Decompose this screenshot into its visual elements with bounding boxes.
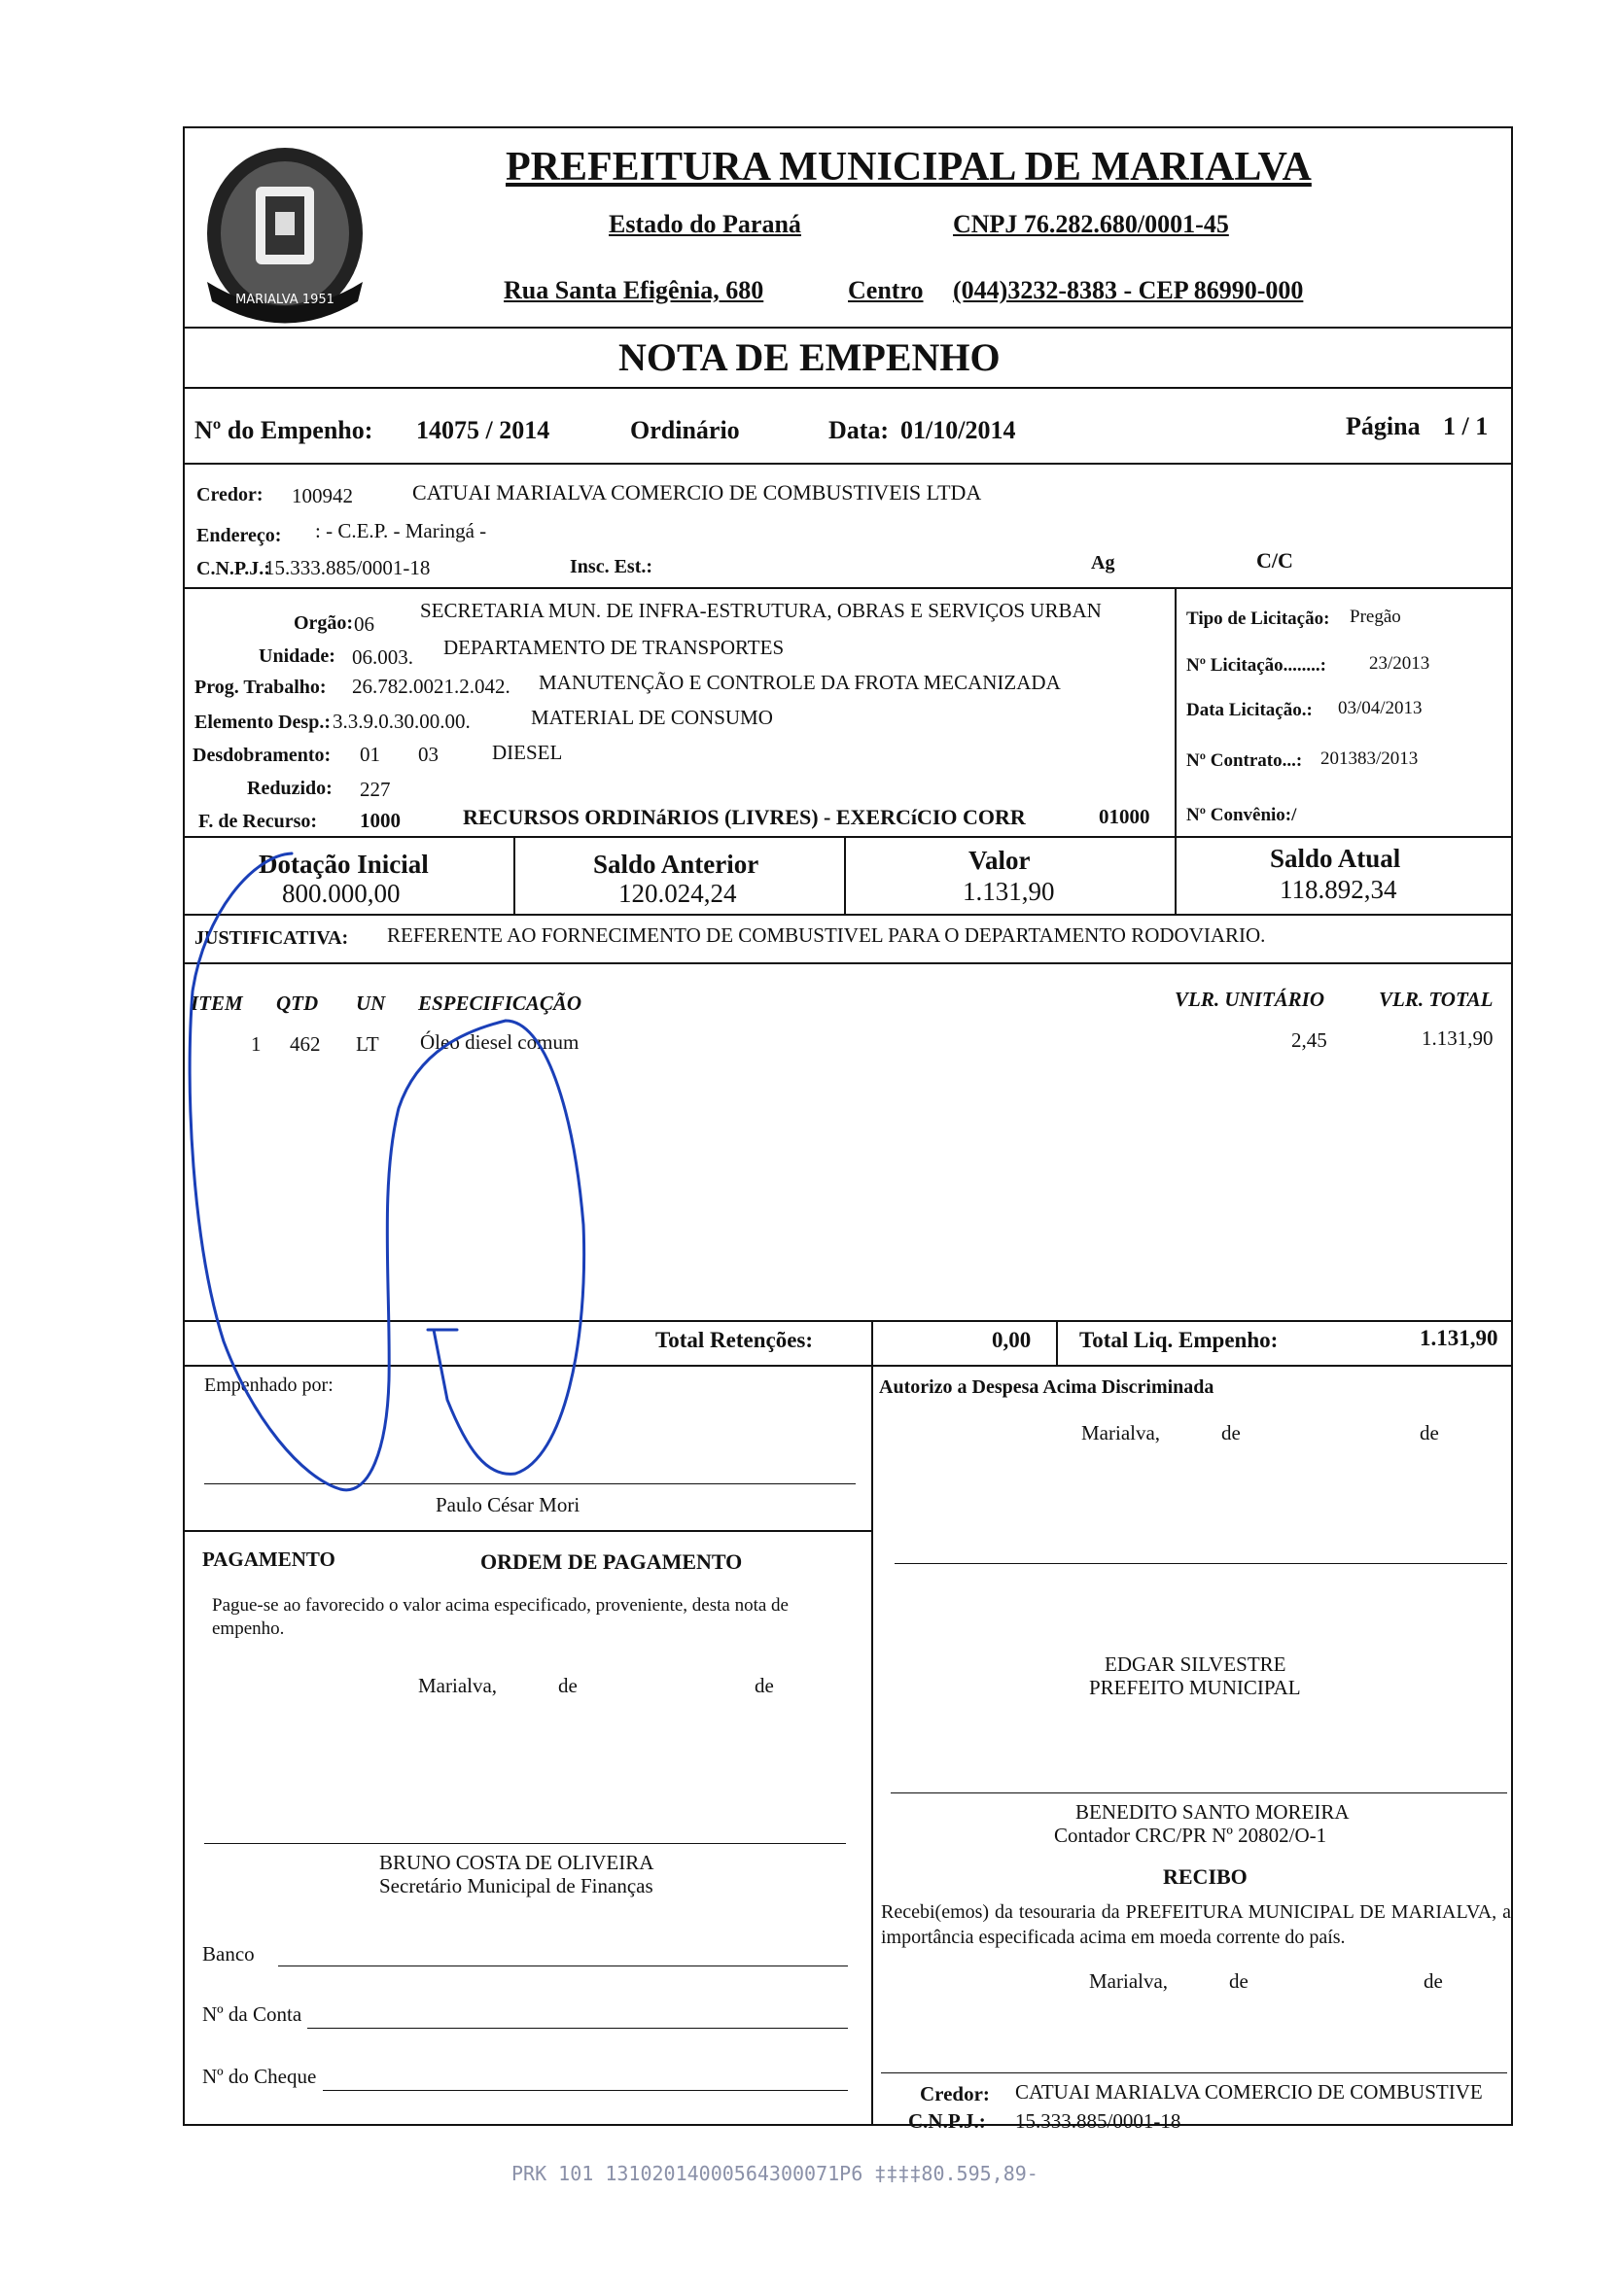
autorizo-de-2: de [1420, 1421, 1439, 1444]
secretario-title: Secretário Municipal de Finanças [379, 1874, 653, 1897]
retencoes-label: Total Retenções: [655, 1328, 814, 1352]
district-label: Centro [848, 276, 924, 304]
address-field-label: Endereço: [196, 525, 282, 546]
reduzido-label: Reduzido: [247, 778, 333, 799]
row-item: 1 [251, 1032, 262, 1056]
credor-code: 100942 [292, 484, 353, 507]
orgao-label: Orgão: [294, 612, 354, 634]
autorizo-label: Autorizo a Despesa Acima Discriminada [879, 1376, 1214, 1398]
cnpj-field-label: C.N.P.J.: [196, 558, 270, 579]
empenho-date: 01/10/2014 [900, 416, 1016, 444]
recurso-num: 01000 [1099, 805, 1150, 828]
pagamento-place: Marialva, [418, 1674, 498, 1697]
unidade-label: Unidade: [259, 645, 335, 667]
pagamento-de-2: de [755, 1674, 774, 1697]
banco-label: Banco [202, 1942, 255, 1966]
credor-name: CATUAI MARIALVA COMERCIO DE COMBUSTIVEIS LTDA [412, 480, 982, 504]
liquido-label: Total Liq. Empenho: [1079, 1328, 1279, 1352]
recibo-cnpj: 15.333.885/0001-18 [1015, 2109, 1181, 2133]
recibo-text: Recebi(emos) da tesouraria da PREFEITURA MUNICIPAL DE MARIALVA, a importância especificada acima em moeda corrente do país. [881, 1901, 1511, 1948]
autorizo-de-1: de [1221, 1421, 1241, 1444]
ag-label: Ag [1091, 552, 1115, 574]
recurso-code: 1000 [360, 809, 401, 832]
liquido-value: 1.131,90 [1420, 1326, 1498, 1350]
desdobramento-name: DIESEL [492, 741, 563, 764]
empenho-date-label: Data: [828, 416, 890, 444]
desdobramento-b: 03 [418, 743, 439, 766]
svg-text:MARIALVA 1951: MARIALVA 1951 [235, 293, 334, 307]
empenho-number-label: Nº do Empenho: [194, 416, 373, 444]
recibo-cnpj-label: C.N.P.J.: [908, 2109, 986, 2133]
col-qtd: QTD [276, 991, 319, 1015]
elemento-name: MATERIAL DE CONSUMO [531, 706, 773, 729]
row-qtd: 462 [290, 1032, 321, 1056]
credor-cnpj: 15.333.885/0001-18 [264, 556, 431, 579]
elemento-label: Elemento Desp.: [194, 712, 331, 733]
prog-name: MANUTENÇÃO E CONTROLE DA FROTA MECANIZADA [539, 671, 1061, 694]
contador-name: BENEDITO SANTO MOREIRA [1075, 1800, 1350, 1824]
licitacao-num-value: 23/2013 [1369, 653, 1430, 674]
saldo-anterior-label: Saldo Anterior [593, 850, 759, 879]
empenho-number: 14075 / 2014 [416, 416, 550, 444]
recibo-credor-label: Credor: [920, 2082, 990, 2105]
cc-label: C/C [1256, 548, 1293, 573]
conta-label: Nº da Conta [202, 2002, 302, 2026]
empenhado-label: Empenhado por: [204, 1374, 334, 1396]
phone-cep-label: (044)3232-8383 - CEP 86990-000 [953, 276, 1304, 304]
justificativa-text: REFERENTE AO FORNECIMENTO DE COMBUSTIVEL PARA O DEPARTAMENTO RODOVIARIO. [387, 923, 1266, 947]
tipo-licitacao-label: Tipo de Licitação: [1186, 609, 1330, 629]
address-label: Rua Santa Efigênia, 680 [504, 276, 764, 304]
recibo-de-1: de [1229, 1969, 1249, 1993]
desdobramento-a: 01 [360, 743, 380, 766]
state-label: Estado do Paraná [609, 210, 801, 238]
page-label: Página [1346, 412, 1421, 440]
recurso-label: F. de Recurso: [198, 811, 318, 832]
empenhado-name: Paulo César Mori [436, 1493, 580, 1516]
recibo-de-2: de [1424, 1969, 1443, 1993]
col-total: VLR. TOTAL [1379, 988, 1494, 1011]
saldo-anterior-value: 120.024,24 [618, 879, 737, 908]
retencoes-value: 0,00 [992, 1328, 1032, 1352]
recurso-name: RECURSOS ORDINáRIOS (LIVRES) - EXERCíCIO CORR [463, 805, 1026, 829]
col-spec: ESPECIFICAÇÃO [418, 991, 582, 1015]
reduzido-value: 227 [360, 778, 391, 801]
saldo-atual-label: Saldo Atual [1270, 844, 1401, 873]
prog-label: Prog. Trabalho: [194, 677, 327, 698]
empenho-kind: Ordinário [630, 416, 740, 444]
contrato-label: Nº Contrato...: [1186, 750, 1303, 771]
convenio-label: Nº Convênio:/ [1186, 805, 1297, 825]
licitacao-date-label: Data Licitação.: [1186, 700, 1313, 720]
desdobramento-label: Desdobramento: [193, 745, 332, 766]
cheque-label: Nº do Cheque [202, 2065, 317, 2088]
unidade-code: 06.003. [352, 645, 413, 669]
recibo-credor-name: CATUAI MARIALVA COMERCIO DE COMBUSTIVE [1015, 2080, 1483, 2104]
orgao-code: 06 [354, 612, 374, 636]
prefeito-title: PREFEITO MUNICIPAL [1089, 1676, 1301, 1699]
page-title: PREFEITURA MUNICIPAL DE MARIALVA [506, 145, 1312, 190]
recibo-title: RECIBO [1163, 1864, 1248, 1889]
pagamento-label: PAGAMENTO [202, 1548, 335, 1571]
col-item: ITEM [191, 991, 243, 1015]
cnpj-label: CNPJ 76.282.680/0001-45 [953, 210, 1229, 238]
dotacao-value: 800.000,00 [282, 879, 401, 908]
col-un: UN [356, 991, 386, 1015]
recibo-place: Marialva, [1089, 1969, 1169, 1993]
orgao-name: SECRETARIA MUN. DE INFRA-ESTRUTURA, OBRAS E SERVIÇOS URBAN [420, 599, 1102, 622]
pagamento-text: Pague-se ao favorecido o valor acima especificado, proveniente, desta nota de empenho. [212, 1595, 789, 1639]
insc-label: Insc. Est.: [570, 556, 653, 577]
justificativa-label: JUSTIFICATIVA: [194, 927, 349, 949]
autorizo-place: Marialva, [1081, 1421, 1161, 1444]
row-spec: Óleo diesel comum [420, 1030, 580, 1054]
contrato-value: 201383/2013 [1320, 748, 1419, 769]
col-unit: VLR. UNITÁRIO [1175, 988, 1325, 1011]
unidade-name: DEPARTAMENTO DE TRANSPORTES [443, 636, 785, 659]
secretario-name: BRUNO COSTA DE OLIVEIRA [379, 1851, 654, 1874]
row-total: 1.131,90 [1422, 1026, 1494, 1050]
row-unit: 2,45 [1291, 1028, 1327, 1052]
ordem-pagamento-label: ORDEM DE PAGAMENTO [480, 1549, 743, 1574]
valor-value: 1.131,90 [963, 877, 1055, 906]
credor-address: : - C.E.P. - Maringá - [315, 519, 487, 542]
licitacao-num-label: Nº Licitação........: [1186, 655, 1326, 676]
elemento-code: 3.3.9.0.30.00.00. [333, 710, 471, 733]
tipo-licitacao-value: Pregão [1350, 607, 1401, 627]
row-un: LT [356, 1032, 379, 1056]
bank-stamp: PRK 101 13102014000564300071P6 ‡‡‡‡80.595,89- [511, 2162, 1038, 2185]
prog-code: 26.782.0021.2.042. [352, 675, 510, 698]
saldo-atual-value: 118.892,34 [1280, 875, 1397, 904]
licitacao-date-value: 03/04/2013 [1338, 698, 1423, 718]
page-number: 1 / 1 [1443, 412, 1489, 440]
pagamento-de-1: de [558, 1674, 578, 1697]
contador-title: Contador CRC/PR Nº 20802/O-1 [1054, 1824, 1327, 1847]
dotacao-label: Dotação Inicial [259, 850, 429, 879]
valor-label: Valor [968, 846, 1031, 875]
credor-label: Credor: [196, 484, 264, 505]
prefeito-name: EDGAR SILVESTRE [1105, 1652, 1286, 1676]
doc-type-title: NOTA DE EMPENHO [618, 335, 1001, 379]
